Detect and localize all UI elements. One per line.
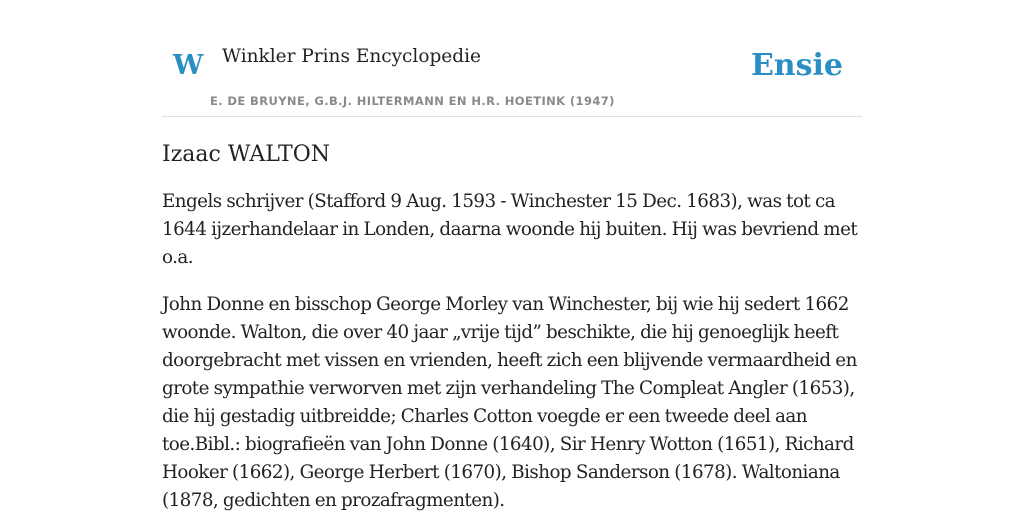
header bbox=[162, 0, 862, 117]
source-authors: E. DE BRUYNE, G.B.J. HILTERMANN EN H.R. HOETINK (1947) bbox=[210, 94, 615, 108]
brand-logo[interactable]: Ensie bbox=[750, 48, 843, 83]
article-title: Izaac WALTON bbox=[162, 142, 331, 167]
source-title[interactable]: Winkler Prins Encyclopedie bbox=[222, 46, 481, 67]
article-paragraph: John Donne en bisschop George Morley van Winchester, bij wie hij sedert 1662 woonde. Walton, die over 40 jaar „vrije tijd” beschikte, die hij genoeglijk heeft doorgebracht met vissen en vrienden, heeft zich een blijvende vermaardheid en grote sympathie verworven met zijn verhandeling The Compleat Angler (1653), die hij gestadig uitbreidde; Charles Cotton voegde er een tweede deel aan toe.Bibl.: biografieën van John Donne (1640), Sir Henry Wotton (1651), Richard Hooker (1662), George Herbert (1670), Bishop Sanderson (1678). Waltoniana (1878, gedichten en prozafragmenten). bbox=[162, 294, 857, 511]
article-paragraph: Engels schrijver (Stafford 9 Aug. 1593 - Winchester 15 Dec. 1683), was tot ca 1644 ijzerhandelaar in Londen, daarna woonde hij buiten. Hij was bevriend met o.a. bbox=[162, 191, 858, 268]
article bbox=[162, 140, 862, 512]
source-logo[interactable]: W bbox=[173, 50, 204, 81]
